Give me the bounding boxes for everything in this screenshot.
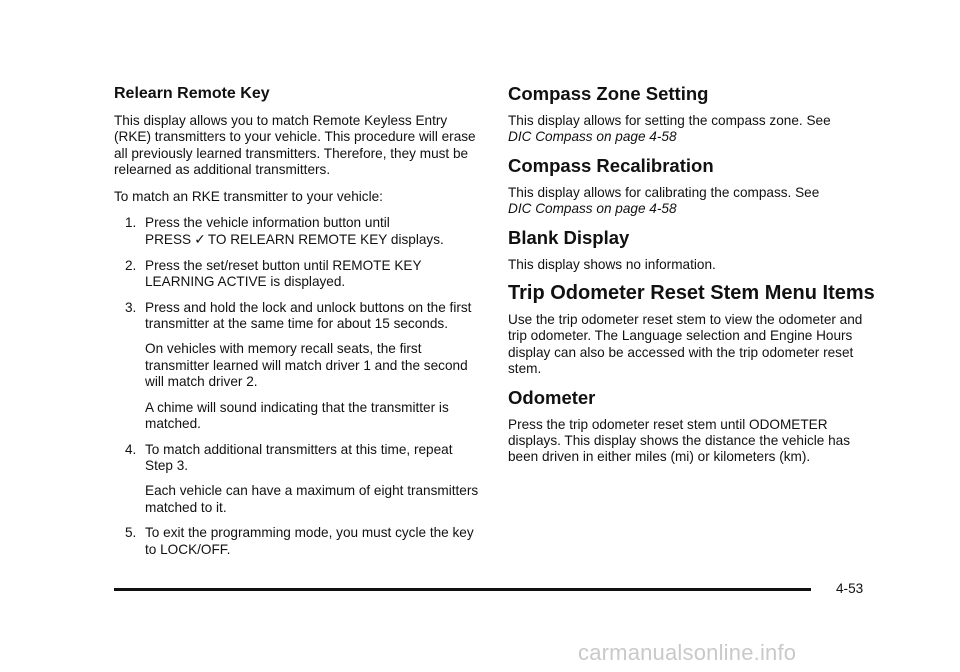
step-4-note-1: Each vehicle can have a maximum of eight transmitters matched to it. (145, 483, 479, 515)
check-mark-icon: ✓ (194, 231, 206, 248)
compass-recalibration-heading: Compass Recalibration (508, 154, 714, 176)
step-1-line1: Press the vehicle information button until (145, 215, 390, 231)
compass-recal-text: This display allows for calibrating the compass. See (508, 184, 820, 200)
step-number: 4. (125, 441, 137, 457)
compass-zone-xref[interactable]: DIC Compass on page 4-58 (508, 129, 677, 145)
step-2-text: Press the set/reset button until REMOTE KEY LEARNING ACTIVE is displayed. (145, 257, 422, 290)
relearn-remote-key-heading: Relearn Remote Key (114, 85, 270, 102)
compass-zone-text: This display allows for setting the compass zone. See (508, 113, 831, 128)
step-3-note-1: On vehicles with memory recall seats, the first transmitter learned will match driver 1 and the second will match driver 2. (145, 341, 468, 390)
step-number: 2. (125, 257, 137, 273)
step-number: 5. (125, 525, 137, 541)
relearn-steps (114, 215, 484, 558)
step-5-text: To exit the programming mode, you must cycle the key to LOCK/OFF. (145, 525, 474, 557)
step-4 (114, 442, 484, 517)
step-1 (114, 215, 484, 249)
left-column (114, 84, 484, 567)
trip-odometer-text: Use the trip odometer reset stem to view the odometer and trip odometer. The Language selection and Engine Hours display can also be accessed with the trip odometer reset stem. (508, 312, 863, 377)
step-3 (114, 300, 484, 433)
page-number: 4-53 (836, 581, 864, 596)
footer-rule (114, 588, 811, 591)
relearn-lead: To match an RKE transmitter to your vehicle: (114, 188, 383, 204)
compass-recal-xref[interactable]: DIC Compass on page 4-58 (508, 201, 677, 217)
step-1-line2-pre: PRESS (145, 232, 192, 248)
blank-display-heading: Blank Display (508, 226, 630, 248)
blank-display-text: This display shows no information. (508, 256, 716, 272)
compass-zone-heading: Compass Zone Setting (508, 83, 709, 104)
step-number: 3. (125, 299, 137, 315)
right-column (508, 84, 878, 476)
step-4-text: To match additional transmitters at this time, repeat Step 3. (145, 441, 453, 473)
trip-odometer-heading: Trip Odometer Reset Stem Menu Items (508, 282, 875, 305)
odometer-heading: Odometer (508, 386, 596, 408)
step-1-line2-post: TO RELEARN REMOTE KEY displays. (207, 232, 444, 248)
odometer-text: Press the trip odometer reset stem until ODOMETER displays. This display shows the distance the vehicle has been driven in either miles (mi) or kilometers (km). (508, 416, 851, 465)
step-2 (114, 258, 484, 291)
relearn-intro: This display allows you to match Remote Keyless Entry (RKE) transmitters to your vehicle. This procedure will erase all previously learned transmitters. Therefore, they must be relearned as additional transmitters. (114, 113, 476, 178)
step-3-text: Press and hold the lock and unlock buttons on the first transmitter at the same time for about 15 seconds. (145, 299, 472, 332)
watermark: carmanualsonline.info (578, 640, 797, 665)
step-number: 1. (125, 215, 137, 231)
step-3-note-2: A chime will sound indicating that the transmitter is matched. (145, 399, 449, 432)
step-5 (114, 525, 484, 558)
